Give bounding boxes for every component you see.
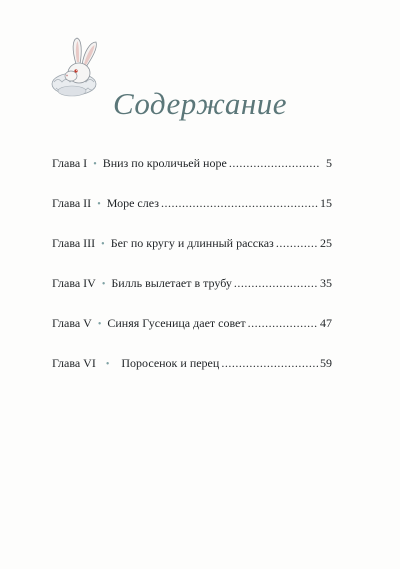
table-of-contents xyxy=(52,155,332,395)
bullet-icon: • xyxy=(101,279,106,290)
chapter-label: Глава IV xyxy=(52,276,96,290)
chapter-label: Глава V xyxy=(52,316,92,330)
chapter-title: Билль вылетает в трубу xyxy=(111,276,232,290)
page-number: 25 xyxy=(320,236,332,250)
page-number: 35 xyxy=(320,276,332,290)
chapter-label: Глава II xyxy=(52,196,92,210)
page-title: Содержание xyxy=(112,86,288,121)
chapter-label: Глава I xyxy=(52,156,88,170)
bullet-icon: • xyxy=(93,159,97,170)
toc-entry xyxy=(52,195,332,235)
toc-entry xyxy=(52,315,332,355)
chapter-title: Синяя Гусеница дает совет xyxy=(107,316,246,330)
page-number: 15 xyxy=(320,196,332,210)
chapter-label: Глава III xyxy=(52,236,96,250)
dot-leader xyxy=(161,195,318,211)
dot-leader xyxy=(276,235,318,251)
chapter-title: Бег по кругу и длинный рассказ xyxy=(110,236,274,250)
chapter-title: Поросенок и перец xyxy=(121,356,220,370)
toc-entry xyxy=(52,155,332,195)
toc-entry xyxy=(52,235,332,275)
chapter-label: Глава VI xyxy=(52,356,96,370)
chapter-title: Море слез xyxy=(106,196,159,210)
bullet-icon: • xyxy=(101,239,105,250)
bullet-icon: • xyxy=(97,199,101,210)
dot-leader xyxy=(248,315,318,331)
bullet-icon: • xyxy=(105,359,110,370)
page-number: 47 xyxy=(320,316,332,330)
page-number: 5 xyxy=(326,156,332,170)
dot-leader xyxy=(234,275,318,291)
dot-leader xyxy=(221,355,318,371)
chapter-title: Вниз по кроличьей норе xyxy=(102,156,227,170)
toc-entry xyxy=(52,355,332,395)
dot-leader xyxy=(229,155,320,171)
toc-entry xyxy=(52,275,332,315)
page-number: 59 xyxy=(320,356,332,370)
bullet-icon: • xyxy=(97,319,102,330)
